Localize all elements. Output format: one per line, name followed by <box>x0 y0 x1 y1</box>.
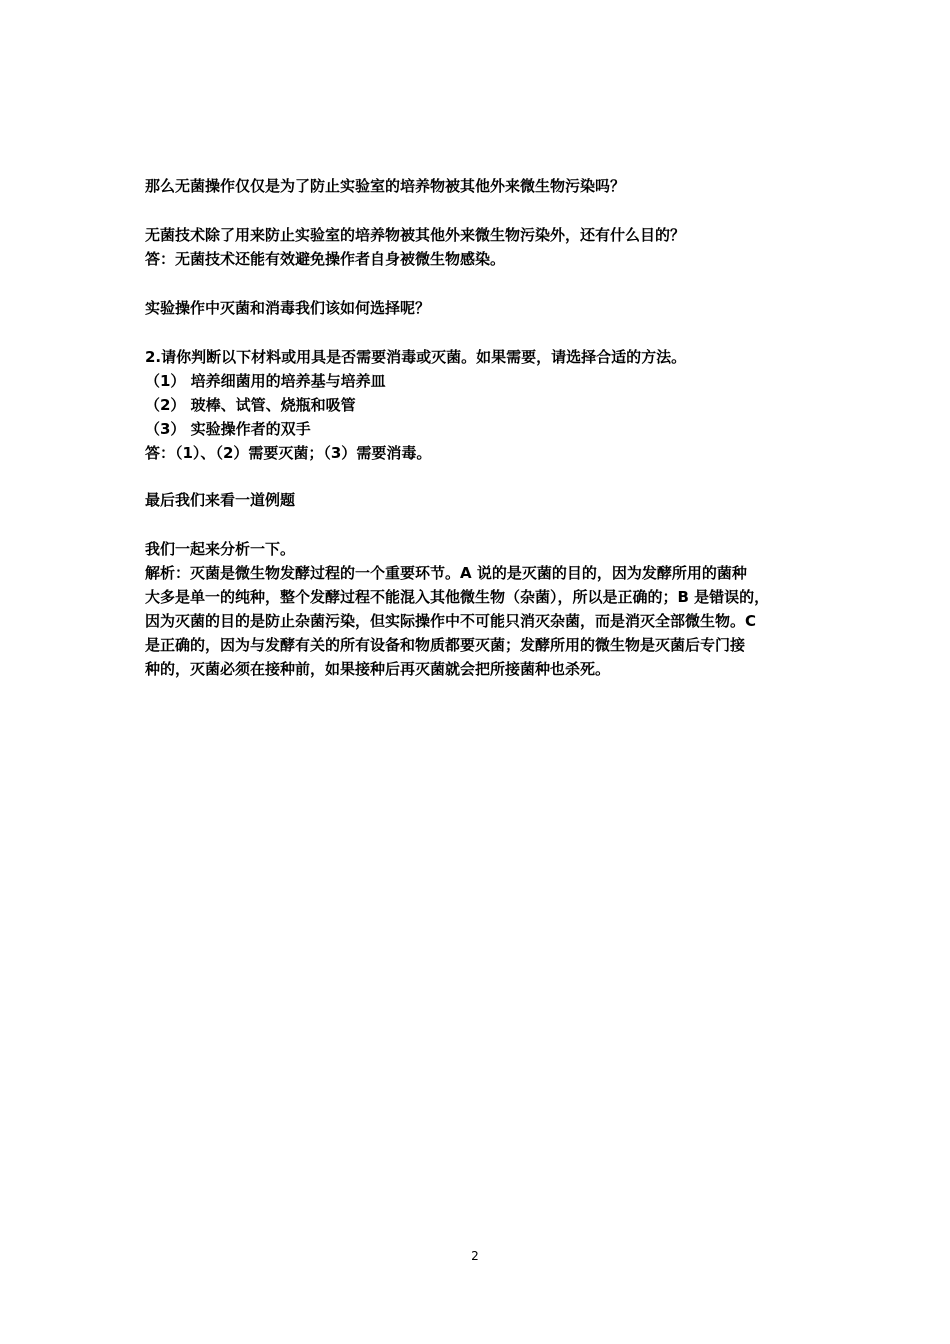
answer-paragraph: 答：无菌技术还能有效避免操作者自身被微生物感染。 <box>145 250 506 268</box>
question-paragraph: 那么无菌操作仅仅是为了防止实验室的培养物被其他外来微生物污染吗？ <box>145 177 626 195</box>
list-item: （1） 培养细菌用的培养基与培养皿 <box>145 372 386 390</box>
list-item: （3） 实验操作者的双手 <box>145 420 311 438</box>
question-heading: 2.请你判断以下材料或用具是否需要消毒或灭菌。如果需要，请选择合适的方法。 <box>145 348 687 366</box>
analysis-line: 是正确的，因为与发酵有关的所有设备和物质都要灭菌；发酵所用的微生物是灭菌后专门接 <box>145 636 746 654</box>
list-item: （2） 玻棒、试管、烧瓶和吸管 <box>145 396 356 414</box>
page-content <box>145 174 810 681</box>
page-number: 2 <box>471 1249 479 1263</box>
section-intro: 最后我们来看一道例题 <box>145 491 296 509</box>
question-paragraph: 实验操作中灭菌和消毒我们该如何选择呢？ <box>145 299 431 317</box>
analysis-line: 大多是单一的纯种，整个发酵过程不能混入其他微生物（杂菌），所以是正确的；B 是错误的， <box>145 588 770 606</box>
analysis-line: 种的，灭菌必须在接种前，如果接种后再灭菌就会把所接菌种也杀死。 <box>145 660 611 678</box>
analysis-line: 因为灭菌的目的是防止杂菌污染，但实际操作中不可能只消灭杂菌，而是消灭全部微生物。C <box>145 612 757 630</box>
analysis-intro: 我们一起来分析一下。 <box>145 540 296 558</box>
answer-paragraph: 答：（1）、（2）需要灭菌；（3）需要消毒。 <box>145 444 432 462</box>
question-paragraph: 无菌技术除了用来防止实验室的培养物被其他外来微生物污染外，还有什么目的？ <box>145 226 686 244</box>
analysis-line: 解析：灭菌是微生物发酵过程的一个重要环节。A 说的是灭菌的目的，因为发酵所用的菌种 <box>145 564 747 582</box>
